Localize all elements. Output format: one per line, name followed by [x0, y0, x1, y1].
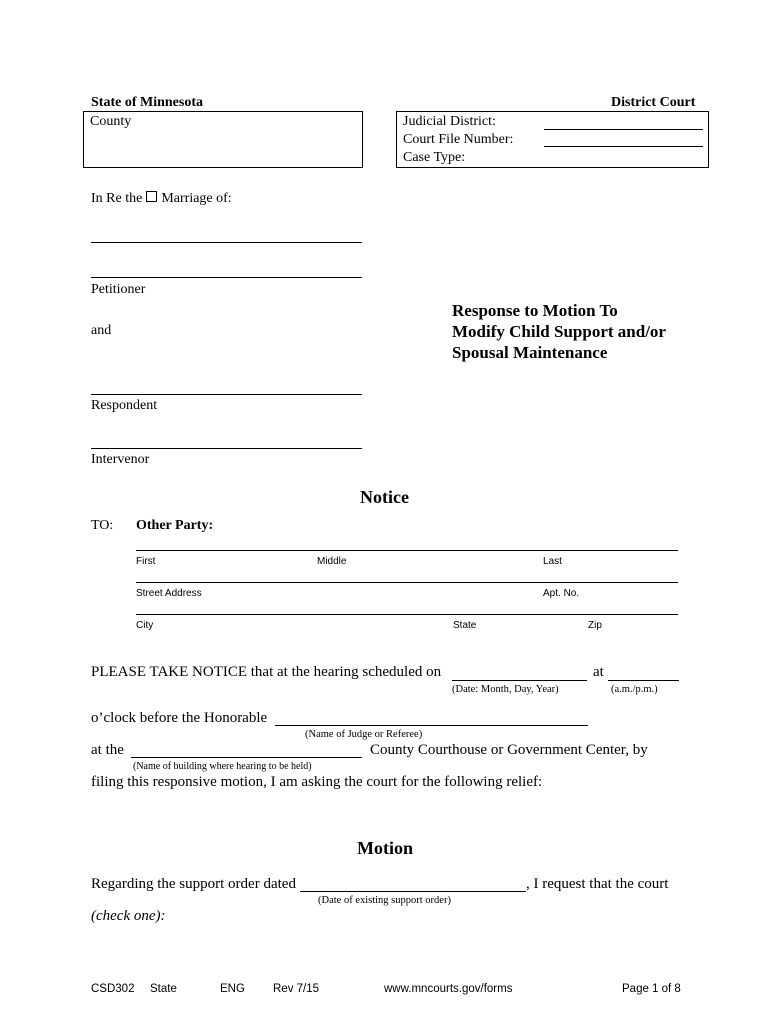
- city-label: City: [136, 620, 154, 631]
- check-one-text: (check one):: [91, 908, 166, 924]
- and-label: and: [91, 323, 112, 338]
- street-address-line[interactable]: [136, 582, 678, 583]
- ampm-hint: (a.m./p.m.): [611, 684, 658, 695]
- motion-heading: Motion: [357, 838, 413, 858]
- county-label: County: [90, 114, 132, 129]
- footer-url[interactable]: www.mncourts.gov/forms: [384, 983, 513, 995]
- notice-heading: Notice: [360, 487, 409, 507]
- in-re-prefix: In Re the: [91, 191, 143, 206]
- middle-label: Middle: [317, 556, 347, 567]
- intervenor-name-line[interactable]: [91, 448, 362, 449]
- footer-form-code: CSD302: [91, 983, 135, 995]
- request-text: , I request that the court: [526, 876, 669, 892]
- at-the-label: at the: [91, 742, 124, 758]
- petitioner-name-line[interactable]: [91, 277, 362, 278]
- court-file-number-label: Court File Number:: [403, 132, 514, 147]
- street-address-label: Street Address: [136, 588, 202, 599]
- state-label: State: [453, 620, 477, 631]
- apt-no-label: Apt. No.: [543, 588, 580, 599]
- support-order-date-field[interactable]: [300, 891, 526, 892]
- state-name: State of Minnesota: [91, 95, 203, 110]
- building-name-field[interactable]: [131, 757, 362, 758]
- title-line-2: Modify Child Support and/or: [452, 322, 666, 341]
- please-take-notice-text: PLEASE TAKE NOTICE that at the hearing scheduled on: [91, 664, 442, 680]
- title-line-3: Spousal Maintenance: [452, 343, 608, 362]
- intervenor-label: Intervenor: [91, 452, 150, 467]
- filing-text: filing this responsive motion, I am asking the court for the following relief:: [91, 774, 543, 790]
- in-re-line: [91, 191, 232, 207]
- footer-page-number: Page 1 of 8: [622, 983, 681, 995]
- hearing-date-field[interactable]: [452, 680, 587, 681]
- support-order-date-hint: (Date of existing support order): [318, 895, 451, 906]
- last-label: Last: [543, 556, 562, 567]
- case-info-box: [396, 111, 709, 168]
- judicial-district-field[interactable]: [544, 129, 703, 130]
- respondent-label: Respondent: [91, 398, 158, 413]
- city-state-zip-line[interactable]: [136, 614, 678, 615]
- county-box[interactable]: [83, 111, 363, 168]
- building-hint: (Name of building where hearing to be held): [133, 761, 312, 772]
- judge-hint: (Name of Judge or Referee): [305, 729, 423, 740]
- other-party-name-line[interactable]: [136, 550, 678, 551]
- marriage-checkbox[interactable]: [146, 191, 157, 202]
- in-re-suffix: Marriage of:: [161, 191, 232, 206]
- courthouse-text: County Courthouse or Government Center, by: [370, 742, 648, 758]
- first-label: First: [136, 556, 156, 567]
- judge-name-field[interactable]: [275, 725, 588, 726]
- document-title: [452, 300, 666, 363]
- party-name-line-1[interactable]: [91, 242, 362, 243]
- case-type-label: Case Type:: [403, 150, 466, 165]
- footer-state: State: [150, 983, 177, 995]
- date-hint: (Date: Month, Day, Year): [452, 684, 559, 695]
- court-name: District Court: [611, 95, 696, 110]
- at-label: at: [593, 664, 604, 680]
- petitioner-label: Petitioner: [91, 282, 146, 297]
- judicial-district-label: Judicial District:: [403, 114, 496, 129]
- footer-lang: ENG: [220, 983, 245, 995]
- respondent-name-line[interactable]: [91, 394, 362, 395]
- regarding-text: Regarding the support order dated: [91, 876, 296, 892]
- other-party-label: Other Party:: [136, 518, 214, 533]
- title-line-1: Response to Motion To: [452, 301, 618, 320]
- to-label: TO:: [91, 518, 114, 533]
- footer-rev: Rev 7/15: [273, 983, 320, 995]
- court-file-number-field[interactable]: [544, 146, 703, 147]
- hearing-time-field[interactable]: [608, 680, 679, 681]
- oclock-before-text: o’clock before the Honorable: [91, 710, 268, 726]
- zip-label: Zip: [588, 620, 602, 631]
